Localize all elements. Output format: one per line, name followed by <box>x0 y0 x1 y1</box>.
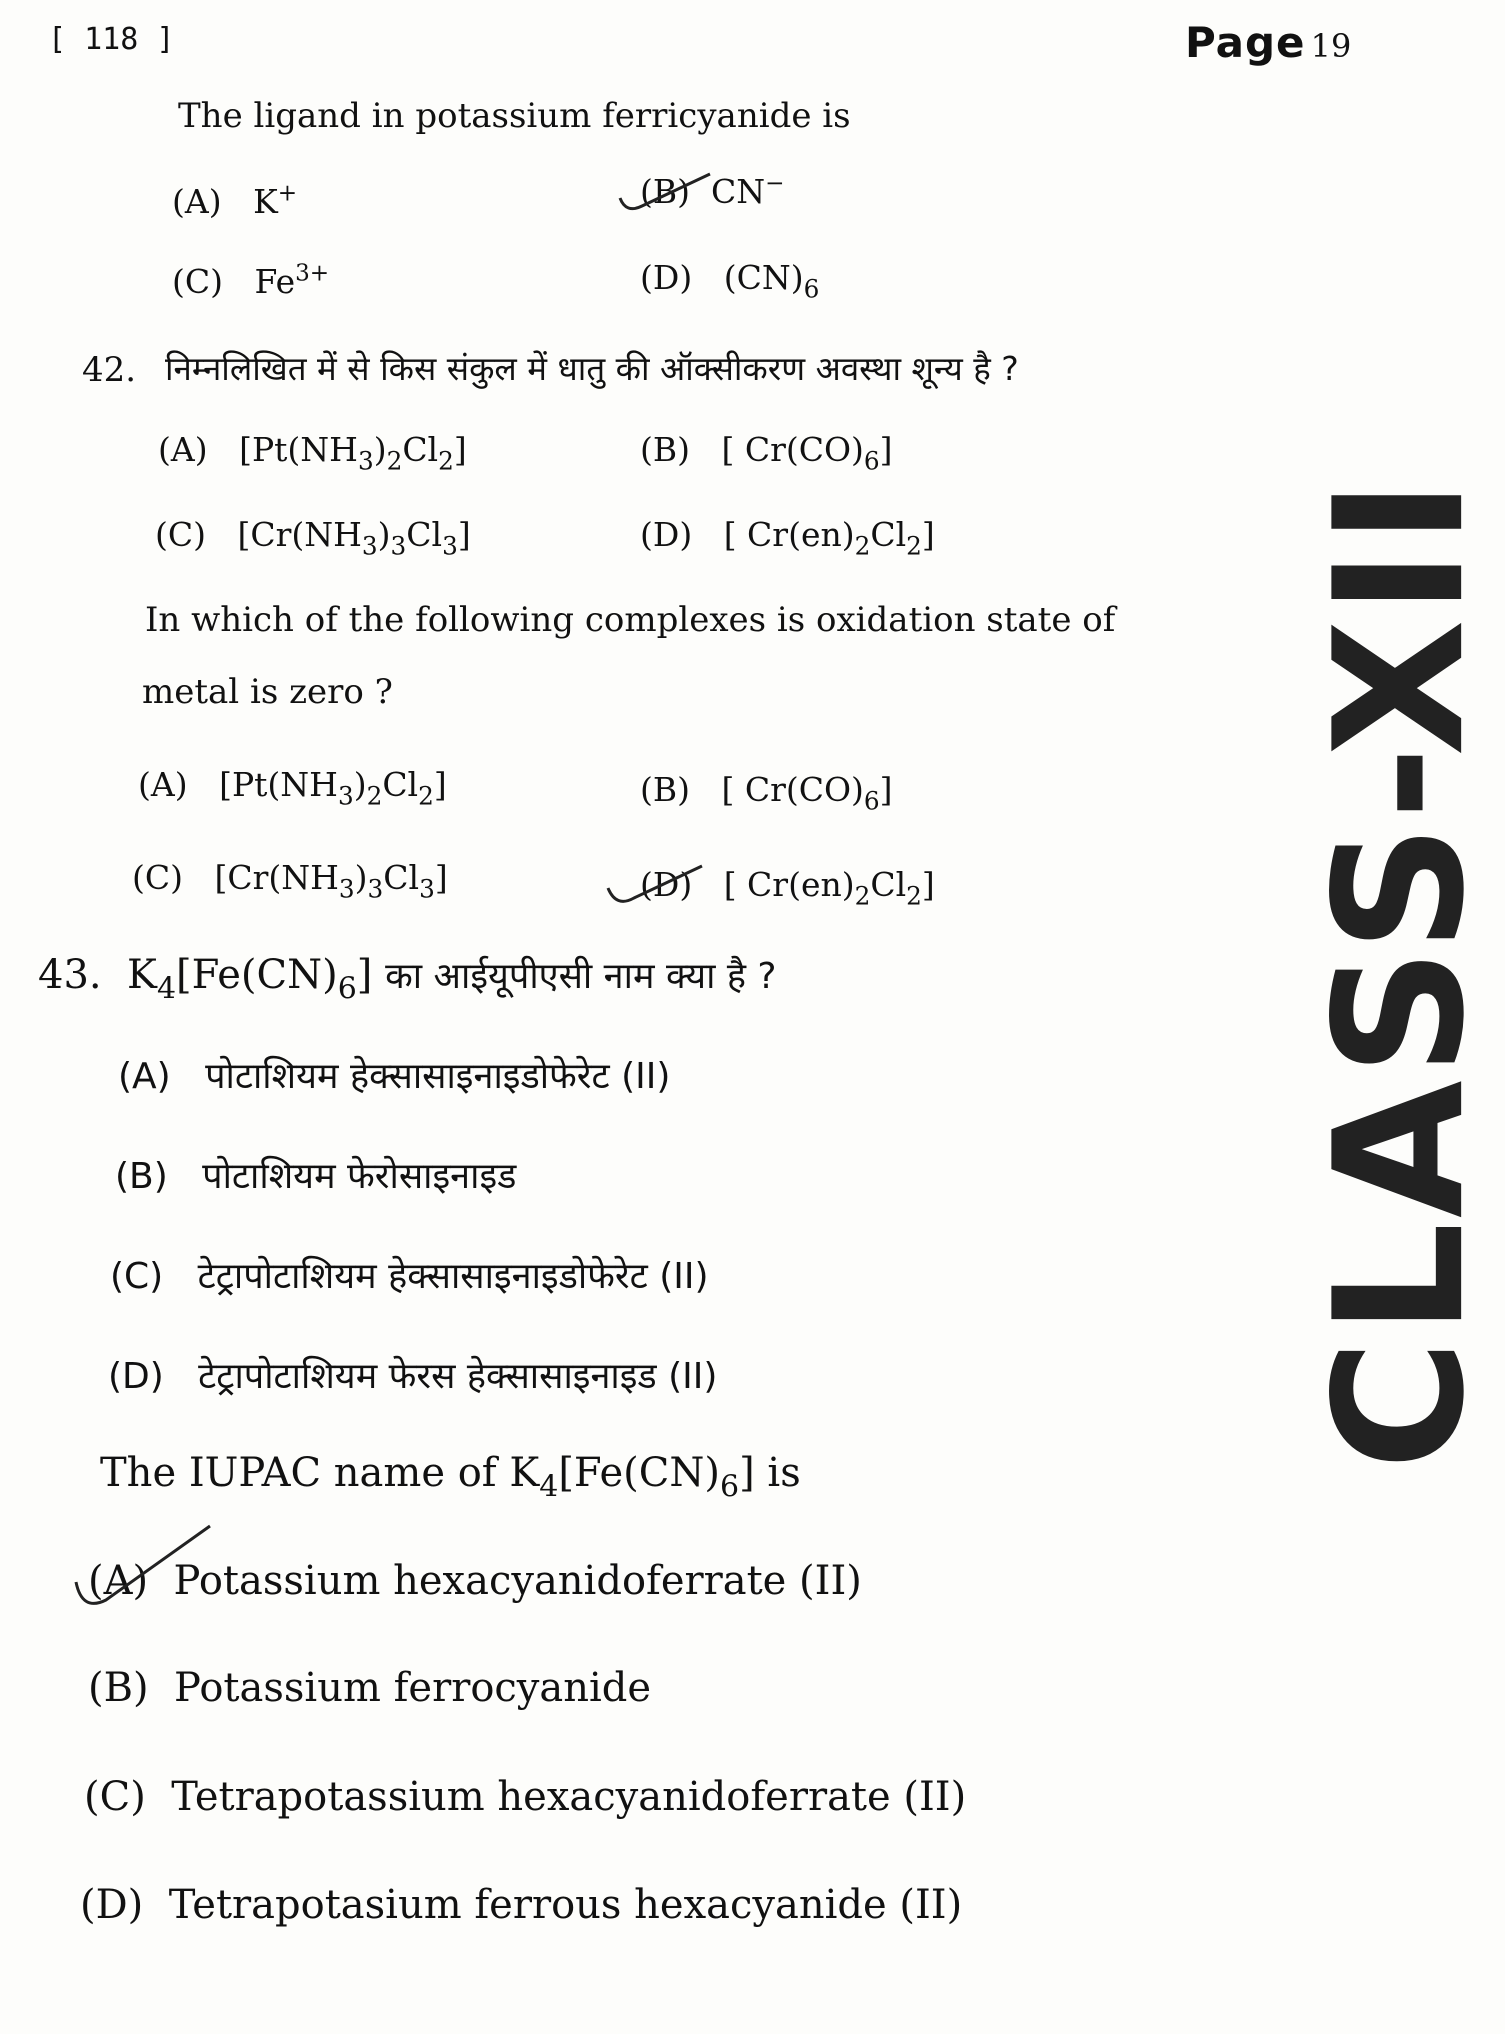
q43-hindi-option-b: (B) पोटाशियम फेरोसाइनाइड <box>115 1156 517 1197</box>
page-number: 19 <box>1310 27 1352 65</box>
q42-hindi-text: निम्नलिखित में से किस संकुल में धातु की ऑक्सीकरण अवस्था शून्य है ? <box>165 349 1019 388</box>
page-indicator <box>1185 18 1351 67</box>
q42-english-option-a: (A) $[Pt(NH_3)_2Cl_2]$ <box>138 765 447 811</box>
q42-number: 42. <box>82 350 137 390</box>
q42-english-text-line2: metal is zero ? <box>142 672 393 712</box>
q43-number: 43. <box>38 952 102 998</box>
page-reference: [ 118 ] <box>48 22 175 57</box>
q41-option-c: (C) $Fe^{3+}$ <box>172 260 330 301</box>
q41-option-a: (A) K+ <box>172 180 298 221</box>
q41-option-b: (B) CN− <box>640 170 785 211</box>
q43-hindi-text: का आईयूपीएसी नाम क्या है ? <box>385 956 777 997</box>
q43-hindi-question: 43. $K_4[Fe(CN)_6]$ का आईयूपीएसी नाम क्या है ? <box>38 952 777 1007</box>
q42-hindi-option-a: (A) $[Pt(NH_3)_2Cl_2]$ <box>158 430 467 476</box>
q43-english-option-c: (C) Tetrapotassium hexacyanidoferrate (II) <box>84 1774 967 1820</box>
q43-english-option-b: (B) Potassium ferrocyanide <box>88 1665 652 1711</box>
q41-option-d: (D) $(CN)_6$ <box>640 258 820 304</box>
q42-hindi-option-c: (C) $[Cr(NH_3)_3Cl_3]$ <box>155 515 471 561</box>
page-label: Page <box>1185 18 1306 67</box>
q42-english-option-c: (C) $[Cr(NH_3)_3Cl_3]$ <box>132 858 448 904</box>
class-watermark: CLASS-XII <box>1296 474 1504 1471</box>
q43-english-option-d: (D) Tetrapotasium ferrous hexacyanide (II) <box>80 1882 963 1928</box>
q42-english-text-line1: In which of the following complexes is oxidation state of <box>145 600 1116 640</box>
q42-hindi-option-d: (D) [ $Cr(en)_2Cl_2$] <box>640 515 935 561</box>
q43-hindi-option-d: (D) टेट्रापोटाशियम फेरस हेक्सासाइनाइड (II) <box>108 1356 718 1397</box>
q43-english-question: The IUPAC name of $K_4[Fe(CN)_6]$ is <box>100 1450 801 1505</box>
answer-tick-mark-q43 <box>70 1518 220 1614</box>
answer-tick-mark-q42 <box>600 860 710 914</box>
q42-english-option-d: (D) [ $Cr(en)_2Cl_2$] <box>640 865 935 911</box>
q41-english-text: The ligand in potassium ferricyanide is <box>178 96 851 136</box>
q43-english-option-a: (A) Potassium hexacyanidoferrate (II) <box>88 1558 862 1604</box>
answer-tick-mark-q41 <box>612 170 722 220</box>
q43-hindi-option-c: (C) टेट्रापोटाशियम हेक्सासाइनाइडोफेरेट (II) <box>110 1256 709 1297</box>
q42-hindi-option-b: (B) [ $Cr(CO)_6$] <box>640 430 893 476</box>
q43-hindi-option-a: (A) पोटाशियम हेक्सासाइनाइडोफेरेट (II) <box>118 1056 671 1097</box>
q42-english-option-b: (B) [ $Cr(CO)_6$] <box>640 770 893 816</box>
